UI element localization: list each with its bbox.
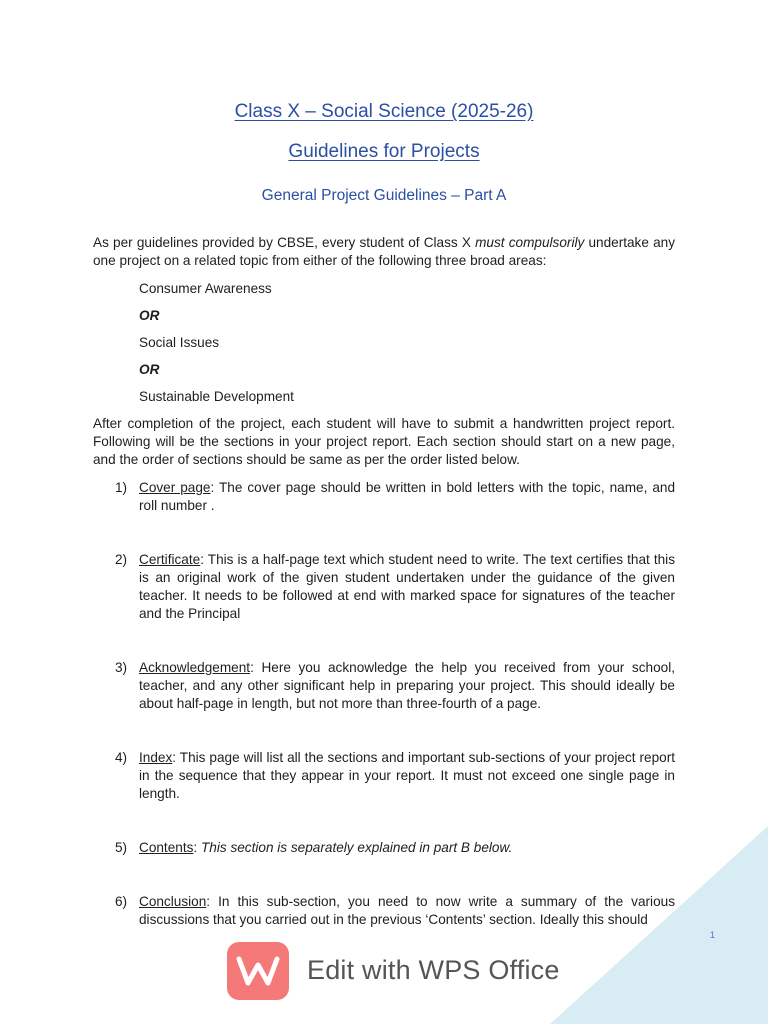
section-description: : bbox=[193, 840, 201, 855]
area-social-issues: Social Issues bbox=[139, 335, 220, 350]
section-term-contents: Contents bbox=[139, 840, 194, 855]
list-item-number: 6) bbox=[115, 894, 128, 909]
section-term-cover-page: Cover page bbox=[139, 480, 211, 495]
section-term-index: Index bbox=[139, 750, 173, 765]
intro-paragraph bbox=[93, 234, 675, 270]
document-title: Class X – Social Science (2025-26) bbox=[234, 101, 534, 122]
page-number: 1 bbox=[710, 930, 716, 940]
list-item-number: 4) bbox=[115, 750, 128, 765]
area-consumer-awareness: Consumer Awareness bbox=[139, 281, 272, 296]
area-sustainable-development: Sustainable Development bbox=[139, 389, 294, 404]
section-description: : In this sub-section, you need to now write a summary of the various discussions that you carried out in the previous ‘Contents’ section. Ideally this should bbox=[139, 894, 675, 927]
list-item-number: 5) bbox=[115, 840, 128, 855]
or-separator-2: OR bbox=[139, 362, 160, 377]
section-description: : Here you acknowledge the help you received from your school, teacher, and any other significant help in preparing your project. This should ideally be about half-page in length, but not more than three-fourth of a page. bbox=[139, 660, 675, 711]
or-separator-1: OR bbox=[139, 308, 160, 323]
document-subtitle-guidelines: Guidelines for Projects bbox=[288, 141, 480, 162]
intro-text-start: As per guidelines provided by CBSE, every student of Class X bbox=[93, 235, 476, 250]
list-item-number: 3) bbox=[115, 660, 128, 675]
intro-text-end: undertake any one project on a related topic from either of the following three broad areas: bbox=[93, 235, 675, 268]
wps-w-glyph-icon bbox=[236, 956, 280, 986]
wps-edit-link[interactable]: Edit with WPS Office bbox=[307, 955, 560, 985]
after-completion-paragraph: After completion of the project, each student will have to submit a handwritten project report. Following will be the sections in your project report. Each section should start on a new page, and the order of sections should be same as per the order listed below. bbox=[93, 416, 675, 467]
list-item-number: 2) bbox=[115, 552, 128, 567]
intro-emphasis: must compulsorily bbox=[475, 235, 585, 250]
section-term-acknowledgement: Acknowledgement bbox=[139, 660, 251, 675]
section-term-conclusion: Conclusion bbox=[139, 894, 207, 909]
section-description: : This page will list all the sections and important sub-sections of your project report in the sequence that they appear in your report. It must not exceed one single page in length. bbox=[139, 750, 675, 801]
section-description-italic: This section is separately explained in part B below. bbox=[200, 840, 513, 855]
section-description: : The cover page should be written in bold letters with the topic, name, and roll number . bbox=[139, 480, 676, 513]
section-description: : This is a half-page text which student need to write. The text certifies that this is an original work of the given student undertaken under the guidance of the given teacher. It needs to be followed at end with marked space for signatures of the teacher and the Principal bbox=[139, 552, 675, 621]
section-term-certificate: Certificate bbox=[139, 552, 201, 567]
wps-office-logo-icon[interactable] bbox=[227, 942, 289, 1000]
list-item-number: 1) bbox=[115, 480, 128, 495]
section-heading-part-a: General Project Guidelines – Part A bbox=[261, 187, 507, 204]
